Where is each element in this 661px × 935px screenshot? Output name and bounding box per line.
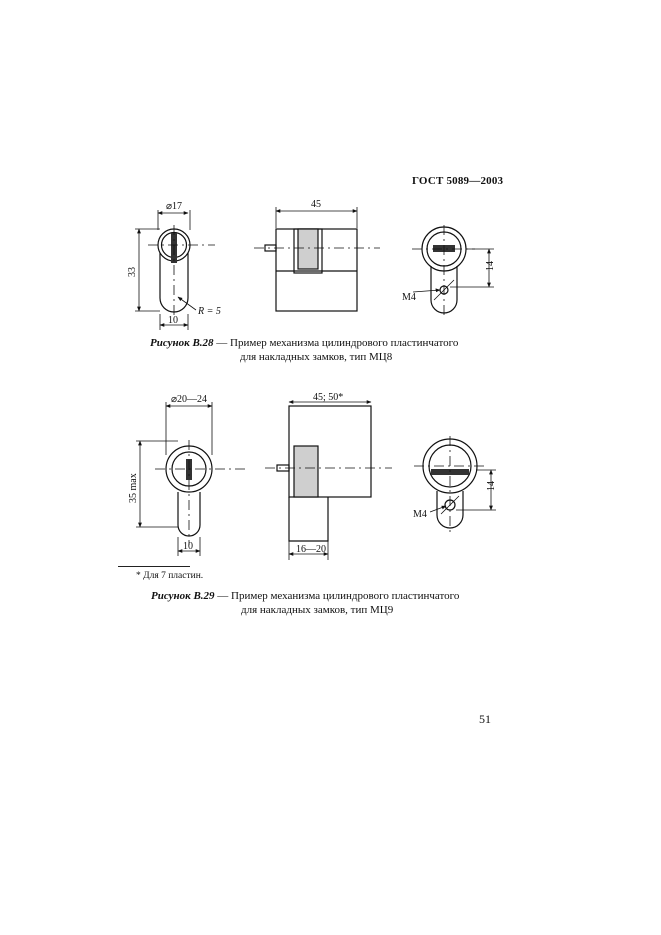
fig29-length-label: 45; 50* — [313, 392, 344, 403]
figure-28-side-dimensions — [276, 207, 357, 228]
fig29-thread-label: M4 — [413, 509, 427, 520]
footnote: * Для 7 пластин. — [136, 571, 204, 581]
figure-28-side-view — [254, 229, 380, 311]
fig28-caption-dash: — — [213, 337, 231, 349]
fig28-offset-label: 14 — [485, 261, 496, 271]
fig29-height-label: 35 max — [128, 473, 139, 503]
figure-28-caption — [150, 336, 458, 364]
figure-29-front-view — [155, 440, 248, 545]
document-header: ГОСТ 5089—2003 — [412, 175, 504, 187]
figure-29-front-dimensions — [136, 402, 212, 556]
figure-29-caption — [151, 589, 459, 617]
figure-29-side-view — [265, 406, 392, 541]
fig28-radius-label: R = 5 — [198, 306, 221, 317]
fig29-caption-label: Рисунок В.29 — [151, 590, 215, 602]
fig29-caption-line1: Пример механизма цилиндрового пластинчатого — [231, 590, 460, 602]
fig29-caption-dash: — — [214, 590, 232, 602]
figure-28-end-dimensions — [413, 249, 494, 292]
fig28-caption-line2: для накладных замков, тип МЦ8 — [240, 351, 393, 363]
fig29-width-label: 10 — [183, 541, 193, 552]
fig28-caption-line1: Пример механизма цилиндрового пластинчатого — [230, 337, 459, 349]
figure-28-front-dimensions — [135, 210, 196, 330]
fig29-offset-label: 14 — [486, 481, 497, 491]
figure-28-end-view — [412, 225, 475, 318]
fig28-thread-label: M4 — [402, 292, 416, 303]
fig28-width-label: 10 — [168, 315, 178, 326]
fig29-caption-line2: для накладных замков, тип МЦ9 — [241, 604, 394, 616]
figure-28-front-view — [148, 225, 215, 318]
fig28-diameter-label: ⌀17 — [166, 201, 183, 212]
fig28-length-label: 45 — [311, 199, 321, 210]
fig29-diameter-label: ⌀20—24 — [171, 394, 208, 405]
footnote-divider — [118, 566, 190, 567]
figure-29-end-view — [414, 436, 488, 536]
fig29-depth-label: 16—20 — [296, 544, 326, 555]
fig28-caption-label: Рисунок В.28 — [150, 337, 214, 349]
page-number: 51 — [479, 712, 491, 726]
fig28-height-label: 33 — [127, 267, 138, 277]
